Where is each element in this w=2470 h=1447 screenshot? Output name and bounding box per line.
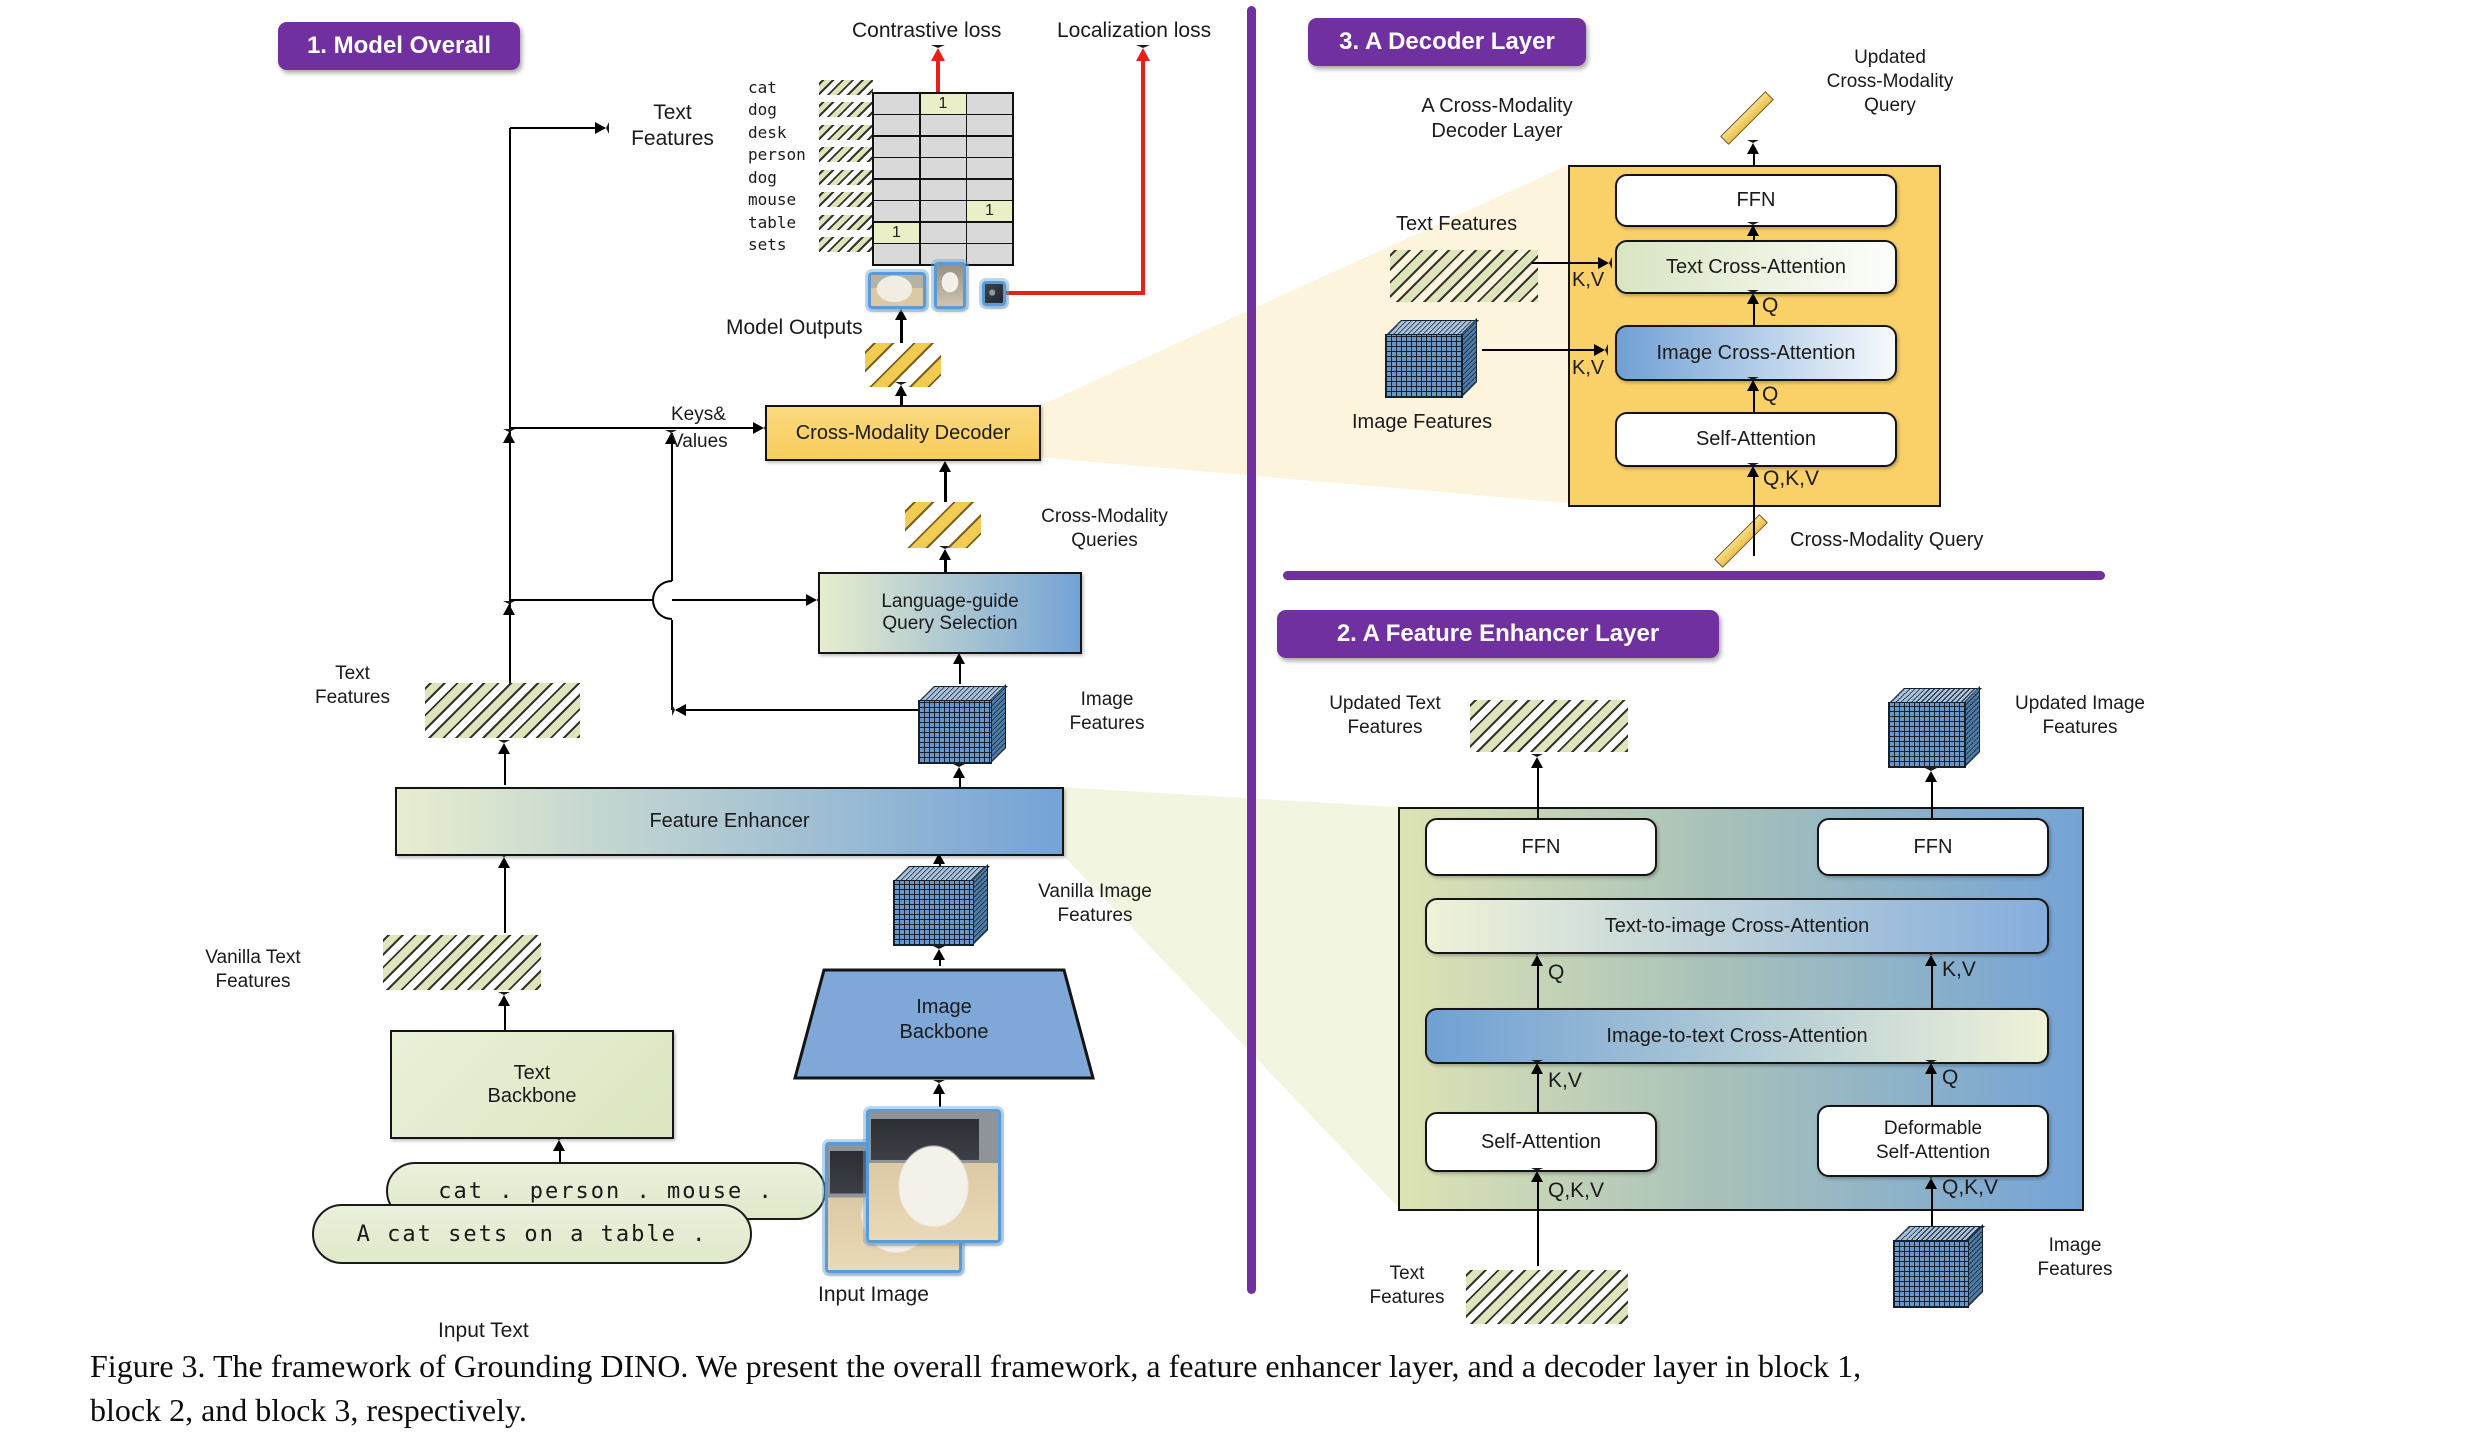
text-backbone-line2: Backbone	[487, 1084, 577, 1107]
cube-front-face	[893, 880, 974, 946]
word-label: dog	[748, 167, 777, 187]
updated-image-features-label	[1990, 692, 2170, 740]
cube-front-face	[1893, 1240, 1969, 1308]
cube-side-face	[990, 684, 1006, 764]
text-features-top-line1: Text	[653, 101, 692, 124]
self-attention-label-block3: Self-Attention	[1695, 428, 1817, 450]
matrix-cell	[874, 244, 919, 264]
word-label: dog	[748, 100, 777, 120]
sa-to-ica-arrowhead	[1747, 377, 1759, 391]
values-label-line: Values	[671, 431, 728, 452]
matrix-cell	[874, 115, 919, 135]
word-row	[748, 99, 873, 122]
imgfeat-kv-arrowhead	[1594, 344, 1608, 356]
cube-front-face	[918, 700, 992, 764]
updated-text-features-icon	[1470, 700, 1628, 752]
text-feature-bar-icon	[819, 237, 873, 252]
feature-enhancer-box	[395, 787, 1064, 856]
ffnr-to-updated-line	[1931, 776, 1934, 818]
cross-modality-queries-icon	[905, 502, 981, 548]
input-photo-front	[866, 1109, 1001, 1243]
updated-text-line2: Features	[1347, 716, 1423, 738]
deformable-line2: Self-Attention	[1875, 1142, 1991, 1163]
word-row	[748, 189, 873, 212]
matrix-cell	[921, 223, 966, 243]
block1-badge-label: 1. Model Overall	[306, 32, 492, 59]
updated-query-bar-icon	[1718, 90, 1774, 144]
query-to-sa-line	[1753, 471, 1756, 556]
image-backbone-label	[840, 995, 1048, 1045]
matrix-cell	[874, 158, 919, 178]
text-feature-bar-icon	[819, 80, 873, 95]
ffnl-to-updated-line	[1537, 762, 1540, 818]
textfeat-kv-line	[1532, 262, 1602, 265]
word-row	[748, 166, 873, 189]
matrix-cell: 1	[967, 201, 1012, 221]
image-branch-vline-upper	[671, 433, 674, 581]
cross-modality-decoder-box	[765, 405, 1041, 461]
cube-side-face	[972, 864, 988, 946]
cross-modality-query-bar-icon	[1712, 514, 1768, 566]
matrix-cell	[967, 137, 1012, 157]
panel-divider-vertical	[1247, 6, 1256, 1294]
image-features-line1: Image	[1080, 689, 1134, 710]
prompt-sentence-pill	[312, 1204, 752, 1264]
cross-modality-queries-label	[1012, 505, 1197, 553]
bus-top-branch-hline	[510, 127, 601, 130]
block2-badge	[1277, 610, 1719, 658]
query-to-sa-arrowhead	[1747, 463, 1759, 477]
contrastive-alignment-matrix	[872, 92, 1014, 266]
word-label: person	[748, 145, 806, 165]
kv-image-port-label: K,V	[1572, 357, 1605, 379]
queries-label-line2: Queries	[1071, 529, 1138, 551]
block1-badge	[278, 22, 520, 70]
matrix-cell	[921, 158, 966, 178]
ffnl-to-updated-arrowhead	[1531, 754, 1543, 768]
text-cross-attention-label: Text Cross-Attention	[1665, 255, 1847, 278]
queries-label-line1: Cross-Modality	[1041, 506, 1168, 527]
cube-side-face	[1967, 1224, 1983, 1308]
text-feature-bar-icon	[819, 170, 873, 185]
word-label: cat	[748, 77, 777, 97]
image-features-line2: Features	[1069, 712, 1145, 734]
updated-text-features-label	[1300, 692, 1470, 740]
i2t-to-t2i-left-line	[1537, 960, 1540, 1008]
bus-kv-junction-arrowhead	[503, 429, 515, 443]
kv-text-port-label: K,V	[1572, 269, 1605, 291]
prompt-sentence-text: A cat sets on a table .	[356, 1221, 708, 1247]
prompt-to-tb-arrowhead	[553, 1137, 565, 1151]
image-features-cube-icon	[918, 686, 1006, 764]
figure-caption-line2: block 2, and block 3, respectively.	[90, 1392, 527, 1428]
line-hop-arc	[652, 580, 672, 620]
vanilla-image-line1: Vanilla Image	[1038, 881, 1152, 902]
vtext-to-enhancer-arrowhead	[498, 854, 510, 868]
ica-to-tca-arrowhead	[1747, 290, 1759, 304]
text-features-mid-icon	[425, 683, 580, 738]
cross-modality-query-label: Cross-Modality Query	[1790, 529, 1984, 551]
text-features-block2-line2: Features	[1369, 1286, 1445, 1308]
ffn-left-box	[1425, 818, 1657, 876]
text-to-image-cross-attention-box	[1425, 898, 2049, 954]
q-port-label-2: Q	[1762, 383, 1779, 406]
sa2-to-i2t-line	[1537, 1068, 1540, 1112]
word-label: table	[748, 212, 797, 232]
self-attention-label-block2: Self-Attention	[1480, 1130, 1602, 1153]
deformable-self-attention-box	[1817, 1105, 2049, 1177]
enhancer-to-imgcube-arrowhead	[953, 764, 965, 778]
text-features-block2-line1: Text	[1389, 1263, 1425, 1284]
matrix-cell	[874, 94, 919, 114]
bus-lgqs-junction-arrowhead	[503, 601, 515, 615]
i2t-to-t2i-right-arrowhead	[1925, 952, 1937, 966]
lgqs-label-line1: Language-guide	[881, 591, 1019, 612]
image-cross-attention-label: Image Cross-Attention	[1656, 341, 1856, 364]
text-features-label-block3: Text Features	[1396, 213, 1518, 235]
decoder-layer-title-line2: Decoder Layer	[1431, 120, 1563, 142]
qkv-left-port: Q,K,V	[1548, 1179, 1605, 1202]
model-output-queries-icon	[865, 343, 941, 387]
text-features-mid-label	[300, 662, 405, 710]
vanilla-text-line1: Vanilla Text	[205, 947, 301, 968]
vanilla-image-features-label	[1010, 880, 1180, 928]
textfeat2-to-sa2-line	[1537, 1176, 1540, 1266]
qkv-right-port: Q,K,V	[1942, 1176, 1999, 1199]
cube-side-face	[1964, 686, 1980, 768]
word-row	[748, 144, 873, 167]
text-features-top-line2: Features	[631, 127, 714, 151]
block3-badge	[1308, 18, 1586, 66]
word-row	[748, 76, 873, 99]
matrix-cell	[921, 115, 966, 135]
image-branch-left-arrowhead	[672, 704, 686, 716]
cube-front-face	[1385, 334, 1463, 398]
matrix-cell	[874, 201, 919, 221]
sa2-to-i2t-arrowhead	[1531, 1060, 1543, 1074]
prompt-phrase-text: cat . person . mouse .	[438, 1178, 774, 1204]
q-right-mid-port: Q	[1942, 1066, 1959, 1089]
text-feature-bar-icon	[819, 125, 873, 140]
localization-loss-arrow-hline	[1005, 291, 1145, 295]
updated-image-line1: Updated Image	[2015, 693, 2145, 714]
word-label: desk	[748, 122, 787, 142]
figure-caption-line1: Figure 3. The framework of Grounding DINO. We present the overall framework, a feature enhancer layer, and a decoder layer in block 1,	[90, 1348, 1862, 1384]
text-features-mid-line1: Text	[335, 663, 370, 684]
self-attention-box-block2	[1425, 1112, 1657, 1172]
image-to-text-cross-attention-label: Image-to-text Cross-Attention	[1606, 1024, 1868, 1047]
vtext-to-enhancer-line	[504, 862, 507, 933]
vanilla-image-cube-icon	[893, 866, 988, 946]
word-label: mouse	[748, 190, 797, 210]
contrastive-loss-arrow-line	[936, 56, 940, 92]
gold-bar	[1714, 514, 1768, 568]
image-features-cube-block3	[1385, 320, 1477, 398]
matrix-cell	[921, 180, 966, 200]
word-row	[748, 211, 873, 234]
image-cross-attention-box	[1615, 325, 1897, 381]
ib-to-vimg-arrowhead	[933, 946, 945, 960]
matrix-cell	[967, 223, 1012, 243]
keys-values-label	[671, 401, 728, 455]
updated-query-line3: Query	[1864, 94, 1916, 116]
text-features-top-label	[620, 100, 725, 153]
model-outputs-label: Model Outputs	[726, 316, 863, 339]
feature-enhancer-label: Feature Enhancer	[649, 810, 810, 832]
contrastive-loss-label: Contrastive loss	[852, 19, 1002, 42]
image-to-text-cross-attention-box	[1425, 1008, 2049, 1064]
word-row	[748, 234, 873, 257]
block2-badge-label: 2. A Feature Enhancer Layer	[1336, 620, 1660, 647]
ffn-right-label: FFN	[1913, 835, 1953, 858]
word-row	[748, 121, 873, 144]
localization-loss-arrowhead	[1136, 45, 1150, 61]
text-feature-bar-icon	[819, 215, 873, 230]
text-feature-bar-icon	[819, 192, 873, 207]
qkv-port-label-block3: Q,K,V	[1763, 467, 1820, 490]
updated-query-label	[1795, 46, 1985, 117]
text-features-icon-block3	[1390, 250, 1538, 302]
imgfeat2-to-def-line	[1931, 1183, 1934, 1226]
text-feature-bar-icon	[819, 102, 873, 117]
kv-right-top-port: K,V	[1942, 958, 1976, 981]
cube-side-face	[1461, 318, 1477, 398]
ffnr-to-updated-arrowhead	[1925, 768, 1937, 782]
image-features-block2-line2: Features	[2037, 1258, 2113, 1280]
updated-query-line1: Updated	[1854, 47, 1926, 68]
localization-loss-label: Localization loss	[1057, 19, 1212, 42]
vanilla-text-line2: Features	[215, 970, 291, 992]
ffn-label: FFN	[1736, 189, 1776, 211]
matrix-cell: 1	[874, 223, 919, 243]
cube-front-face	[1888, 702, 1966, 768]
enhancer-to-textfeat-arrowhead	[498, 740, 510, 754]
matrix-cell	[921, 244, 966, 264]
vanilla-text-features-label	[178, 946, 328, 994]
updated-query-line2: Cross-Modality	[1826, 70, 1954, 92]
image-backbone-line1: Image	[916, 996, 972, 1018]
kv-left-mid-port: K,V	[1548, 1069, 1582, 1092]
output-crop-tall	[934, 262, 966, 309]
vanilla-image-line2: Features	[1057, 904, 1133, 926]
block3-badge-label: 3. A Decoder Layer	[1339, 28, 1555, 55]
decoder-layer-title	[1392, 94, 1602, 144]
q-left-top-port: Q	[1548, 961, 1565, 984]
lgqs-to-queries-arrowhead	[939, 546, 951, 560]
phrase-word-list	[748, 76, 873, 256]
image-features-label-block3: Image Features	[1352, 411, 1493, 433]
matrix-cell	[967, 94, 1012, 114]
q-port-label-1: Q	[1762, 294, 1779, 317]
image-features-label-block2	[2005, 1234, 2145, 1282]
updated-image-cube-icon	[1888, 688, 1980, 768]
image-branch-hline	[676, 709, 920, 712]
text-feature-bar-icon	[819, 147, 873, 162]
i2t-to-t2i-right-line	[1931, 960, 1934, 1008]
image-backbone-line2: Backbone	[899, 1021, 989, 1043]
matrix-cell	[921, 201, 966, 221]
image-branch-vline-lower	[671, 620, 674, 710]
gold-bar	[1720, 91, 1774, 145]
updated-image-line2: Features	[2042, 716, 2118, 738]
enhancer-zoom-beam	[1060, 787, 1398, 1207]
i2t-to-t2i-left-arrowhead	[1531, 952, 1543, 966]
updated-text-line1: Updated Text	[1329, 693, 1441, 714]
decoder-layer-title-line1: A Cross-Modality	[1421, 95, 1573, 117]
localization-loss-arrow-vline	[1141, 56, 1145, 295]
matrix-cell	[874, 137, 919, 157]
matrix-cell	[967, 180, 1012, 200]
tb-to-vtext-arrowhead	[498, 992, 510, 1006]
input-image-label: Input Image	[818, 1283, 929, 1306]
image-features-label	[1042, 688, 1172, 736]
textfeat2-to-sa2-arrowhead	[1531, 1168, 1543, 1182]
matrix-cell	[874, 180, 919, 200]
ffn-box-block3	[1615, 174, 1897, 227]
deformable-line1: Deformable	[1883, 1118, 1983, 1140]
input-text-label: Input Text	[438, 1319, 529, 1342]
photo-to-ib-arrowhead	[933, 1080, 945, 1094]
image-features-cube-block2	[1893, 1226, 1983, 1308]
text-features-mid-line2: Features	[315, 686, 390, 708]
text-backbone-line1: Text	[513, 1061, 551, 1084]
def-to-i2t-arrowhead	[1925, 1060, 1937, 1074]
matrix-cell	[967, 115, 1012, 135]
text-features-label-block2	[1352, 1262, 1462, 1310]
ffn-left-label: FFN	[1521, 835, 1561, 858]
keys-label-line: Keys&	[671, 404, 726, 425]
lgqs-label-line2: Query Selection	[882, 613, 1018, 634]
language-guide-query-selection-box	[818, 572, 1082, 654]
text-features-icon-block2	[1466, 1270, 1628, 1324]
imgfeat2-to-def-arrowhead	[1925, 1175, 1937, 1189]
matrix-cell: 1	[921, 94, 966, 114]
vanilla-text-features-icon	[383, 935, 541, 990]
panel-divider-horizontal	[1283, 571, 2105, 580]
self-attention-box-block3	[1615, 412, 1897, 467]
bus-top-branch-arrowhead	[595, 122, 609, 134]
output-crop-wide	[868, 272, 926, 309]
word-label: sets	[748, 235, 787, 255]
matrix-cell	[967, 158, 1012, 178]
imgfeat-kv-line	[1482, 349, 1598, 352]
text-cross-attention-box	[1615, 240, 1897, 294]
output-crop-small	[982, 281, 1006, 306]
text-backbone-box	[390, 1030, 674, 1139]
image-features-block2-line1: Image	[2048, 1235, 2102, 1256]
matrix-cell	[921, 137, 966, 157]
text-to-image-cross-attention-label: Text-to-image Cross-Attention	[1604, 914, 1870, 937]
ffn-right-box	[1817, 818, 2049, 876]
matrix-cell	[967, 244, 1012, 264]
tca-to-ffn-arrowhead	[1747, 222, 1759, 236]
contrastive-loss-arrowhead	[931, 45, 945, 61]
cross-modality-decoder-label: Cross-Modality Decoder	[795, 421, 1011, 444]
